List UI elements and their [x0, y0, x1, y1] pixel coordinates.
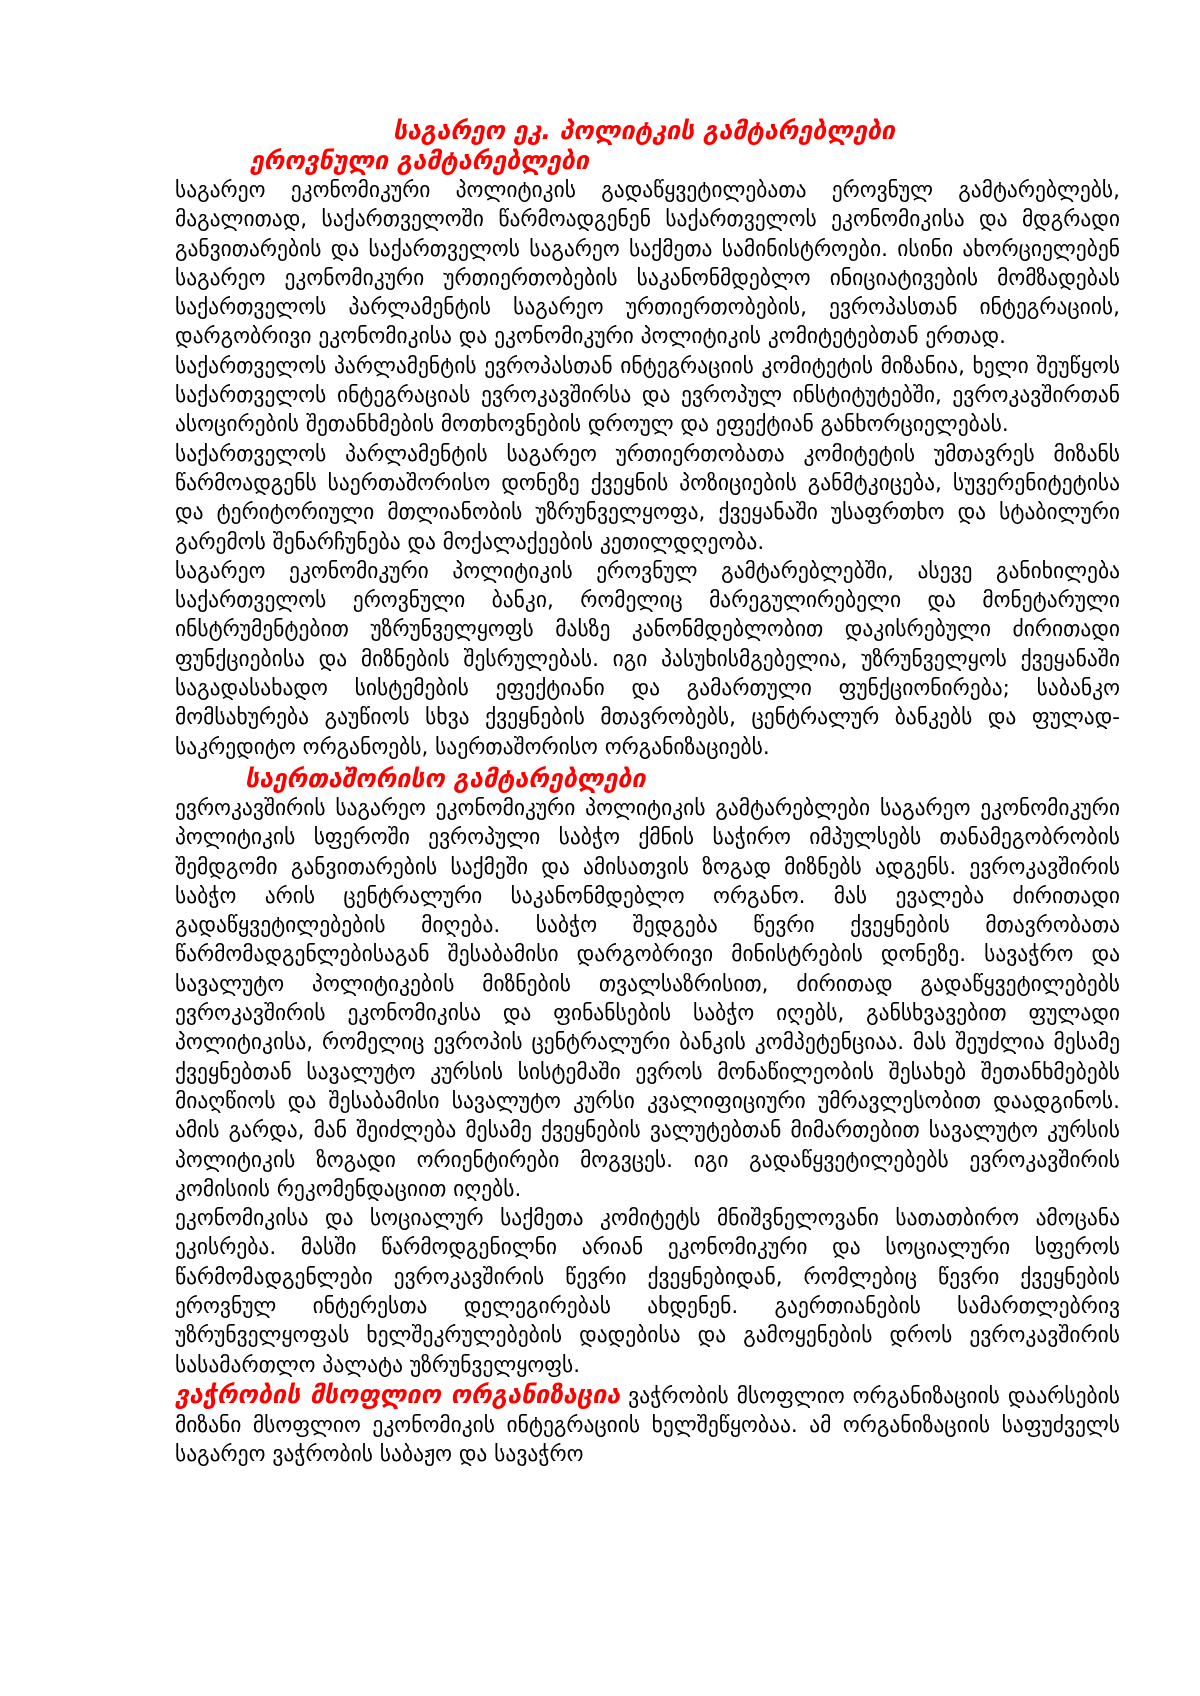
inline-heading-wto: ვაჭრობის მსოფლიო ორგანიზაცია	[175, 1379, 621, 1409]
paragraph: საგარეო ეკონომიკური პოლიტიკის ეროვნულ გამტარებლებში, ასევე განიხილება საქართველოს ეროვნული ბანკი, რომელიც მარეგულირებელი და მონეტარული ინსტრუმენტებით უზრუნველყოფს მასზე კანონმდებლობით დაკისრებული ძირითადი ფუნქციებისა და მიზნების შესრულებას. იგი პასუხისმგებელია, უზრუნველყოს ქვეყანაში საგადასახადო სისტემების ეფექტიანი და გამართული ფუნქციონირება; საბანკო მომსახურება გაუწიოს სხვა ქვეყნების მთავრობებს, ცენტრალურ ბანკებს და ფულად-საკრედიტო ორგანოებს, საერთაშორისო ორგანიზაციებს.	[175, 558, 1120, 760]
paragraph: საგარეო ეკონომიკური პოლიტიკის გადაწყვეტილებათა ეროვნულ გამტარებლებს, მაგალითად, საქართველოში წარმოადგენენ საქართველოს ეკონომიკისა და მდგრადი განვითარების და საქართველოს საგარეო საქმეთა სამინისტროები. ისინი ახორციელებენ საგარეო ეკონომიკური ურთიერთობების საკანონმდებლო ინიციატივების მომზადებას საქართველოს პარლამენტის საგარეო ურთიერთობების, ევროპასთან ინტეგრაციის, დარგობრივი ეკონომიკისა და ეკონომიკური პოლიტიკის კომიტეტებთან ერთად.	[175, 178, 1120, 350]
paragraph: ეკონომიკისა და სოციალურ საქმეთა კომიტეტს მნიშვნელოვანი სათათბირო ამოცანა ეკისრება. მასში წარმოდგენილნი არიან ეკონომიკური და სოციალური სფეროს წარმომადგენლები ევროკავშირის წევრი ქვეყნებიდან, რომლებიც წევრი ქვეყნების ეროვნულ ინტერესთა დელეგირებას ახდენენ. გაერთიანების სამართლებრივ უზრუნველყოფას ხელშეკრულებების დადებისა და გამოყენების დროს ევროკავშირის სასამართლო პალატა უზრუნველყოფს.	[175, 1206, 1120, 1378]
document-title: საგარეო ეკ. პოლიტკის გამტარებლები	[393, 116, 895, 145]
section-heading-international: საერთაშორისო გამტარებლები	[245, 763, 646, 793]
document-content	[175, 116, 1120, 1470]
paragraph: საქართველოს პარლამენტის ევროპასთან ინტეგრაციის კომიტეტის მიზანია, ხელი შეუწყოს საქართველოს ინტეგრაციას ევროკავშირსა და ევროპულ ინსტიტუტებში, ევროკავშირთან ასოცირების შეთანხმების მოთხოვნების დროულ და ეფექტიან განხორციელებას.	[175, 353, 1120, 438]
section-heading-national: ეროვნული გამტარებლები	[250, 146, 589, 175]
paragraph: საქართველოს პარლამენტის საგარეო ურთიერთობათა კომიტეტის უმთავრეს მიზანს წარმოადგენს საერთაშორისო დონეზე ქვეყნის პოზიციების განმტკიცება, სუვერენიტეტისა და ტერიტორიული მთლიანობის უზრუნველყოფა, ქვეყანაში უსაფრთხო და სტაბილური გარემოს შენარჩუნება და მოქალაქეების კეთილდღეობა.	[175, 441, 1120, 555]
paragraph-wto-text: ვაჭრობის მსოფლიო ორგანიზაციის დაარსების მიზანი მსოფლიო ეკონომიკის ინტეგრაციის ხელშეწყობაა. ამ ორგანიზაციის საფუძველს საგარეო ვაჭრობის საბაჟო და სავაჭრო	[175, 1383, 1120, 1468]
paragraph: ევროკავშირის საგარეო ეკონომიკური პოლიტიკის გამტარებლები საგარეო ეკონომიკური პოლიტიკის სფეროში ევროპული საბჭო ქმნის საჭირო იმპულსებს თანამეგობრობის შემდგომი განვითარების საქმეში და ამისათვის ზოგად მიზნებს ადგენს. ევროკავშირის საბჭო არის ცენტრალური საკანონმდებლო ორგანო. მას ევალება ძირითადი გადაწყვეტილებების მიღება. საბჭო შედგება წევრი ქვეყნების მთავრობათა წარმომადგენლებისაგან შესაბამისი დარგობრივი მინისტრების დონეზე. სავაჭრო და სავალუტო პოლიტიკების მიზნების თვალსაზრისით, ძირითად გადაწყვეტილებებს ევროკავშირის ეკონომიკისა და ფინანსების საბჭო იღებს, განსხვავებით ფულადი პოლიტიკისა, რომელიც ევროპის ცენტრალური ბანკის კომპეტენციაა. მას შეუძლია მესამე ქვეყნებთან სავალუტო კურსის სისტემაში ევროს მონაწილეობის შესახებ შეთანხმებებს მიაღწიოს და შესაბამისი სავალუტო კურსი კვალიფიციური უმრავლესობით დაადგინოს. ამის გარდა, მან შეიძლება მესამე ქვეყნების ვალუტებთან მიმართებით სავალუტო კურსის პოლიტიკის ზოგადი ორიენტირები მოგვცეს. იგი გადაწყვეტილებებს ევროკავშირის კომისიის რეკომენდაციით იღებს.	[175, 795, 1120, 1202]
paragraph-wto	[175, 1380, 1120, 1470]
